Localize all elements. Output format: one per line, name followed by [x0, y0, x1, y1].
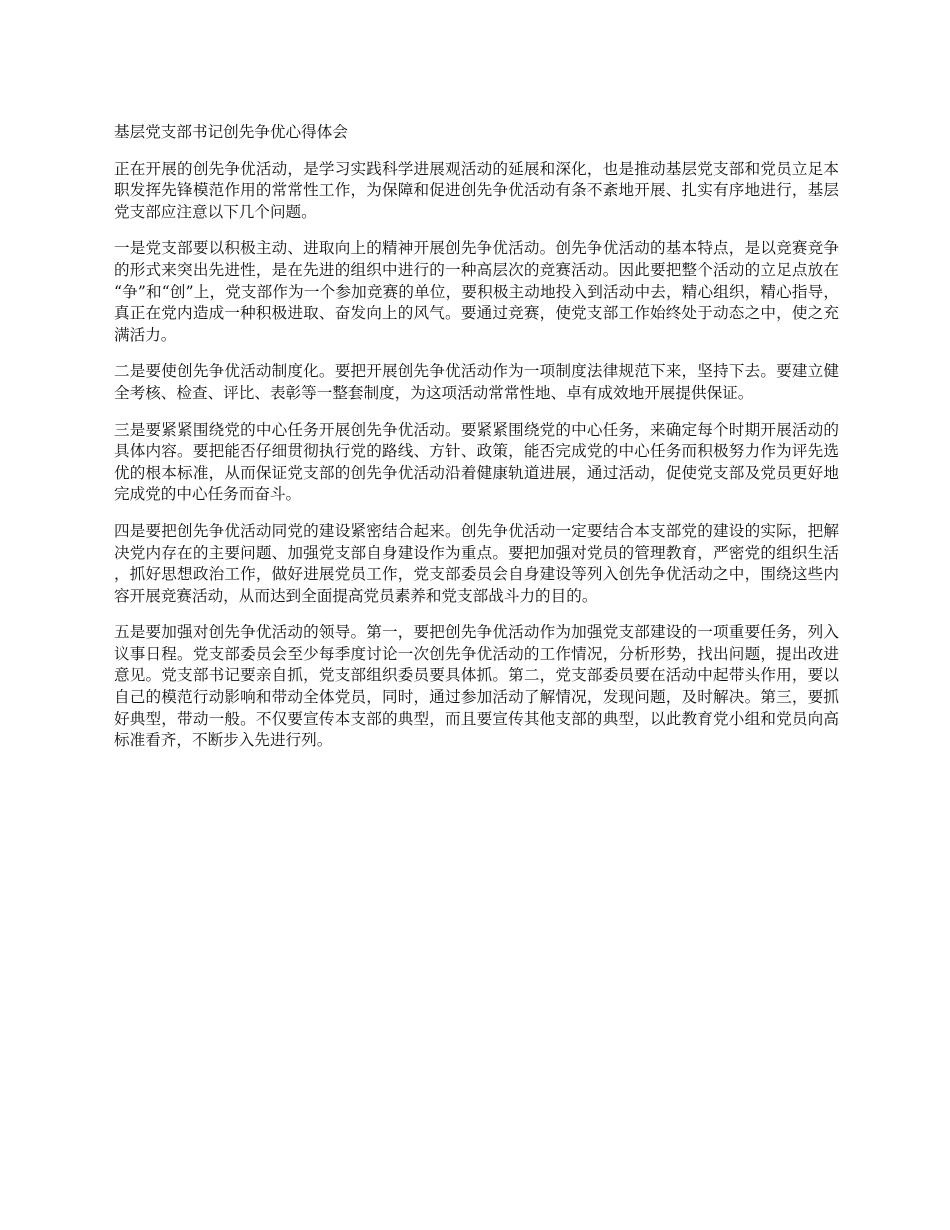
paragraph-intro: 正在开展的创先争优活动，是学习实践科学进展观活动的延展和深化，也是推动基层党支部和党员立足本职发挥先锋模范作用的常常性工作，为保障和促进创先争优活动有条不紊地开展、扎实有序地进行，基层党支部应注意以下几个问题。 — [114, 159, 839, 221]
paragraph-point-4: 四是要把创先争优活动同党的建设紧密结合起来。创先争优活动一定要结合本支部党的建设的实际，把解决党内存在的主要问题、加强党支部自身建设作为重点。要把加强对党员的管理教育，严密党的组织生活，抓好思想政治工作，做好进展党员工作，党支部委员会自身建设等列入创先争优活动之中，围绕这些内容开展竞赛活动，从而达到全面提高党员素养和党支部战斗力的目的。 — [114, 521, 839, 605]
paragraph-point-5: 五是要加强对创先争优活动的领导。第一，要把创先争优活动作为加强党支部建设的一项重要任务，列入议事日程。党支部委员会至少每季度讨论一次创先争优活动的工作情况，分析形势，找出问题，提出改进意见。党支部书记要亲自抓，党支部组织委员要具体抓。第二，党支部委员要在活动中起带头作用，要以自己的模范行动影响和带动全体党员，同时，通过参加活动了解情况，发现问题，及时解决。第三，要抓好典型，带动一般。不仅要宣传本支部的典型，而且要宣传其他支部的典型，以此教育党小组和党员向高标准看齐，不断步入先进行列。 — [114, 623, 839, 750]
document-title: 基层党支部书记创先争优心得体会 — [114, 123, 348, 141]
paragraph-point-2: 二是要使创先争优活动制度化。要把开展创先争优活动作为一项制度法律规范下来，坚持下去。要建立健全考核、检查、评比、表彰等一整套制度，为这项活动常常性地、卓有成效地开展提供保证。 — [114, 362, 839, 402]
paragraph-point-1: 一是党支部要以积极主动、进取向上的精神开展创先争优活动。创先争优活动的基本特点，是以竞赛竞争的形式来突出先进性，是在先进的组织中进行的一种高层次的竞赛活动。因此要把整个活动的立足点放在“争”和“创”上，党支部作为一个参加竞赛的单位，要积极主动地投入到活动中去，精心组织，精心指导，真正在党内造成一种积极进取、奋发向上的风气。要通过竞赛，使党支部工作始终处于动态之中，使之充满活力。 — [114, 239, 839, 344]
paragraph-point-3: 三是要紧紧围绕党的中心任务开展创先争优活动。要紧紧围绕党的中心任务，来确定每个时期开展活动的具体内容。要把能否仔细贯彻执行党的路线、方针、政策，能否完成党的中心任务而积极努力作为评先选优的根本标准，从而保证党支部的创先争优活动沿着健康轨道进展，通过活动，促使党支部及党员更好地完成党的中心任务而奋斗。 — [114, 420, 839, 504]
document-body — [114, 122, 839, 767]
